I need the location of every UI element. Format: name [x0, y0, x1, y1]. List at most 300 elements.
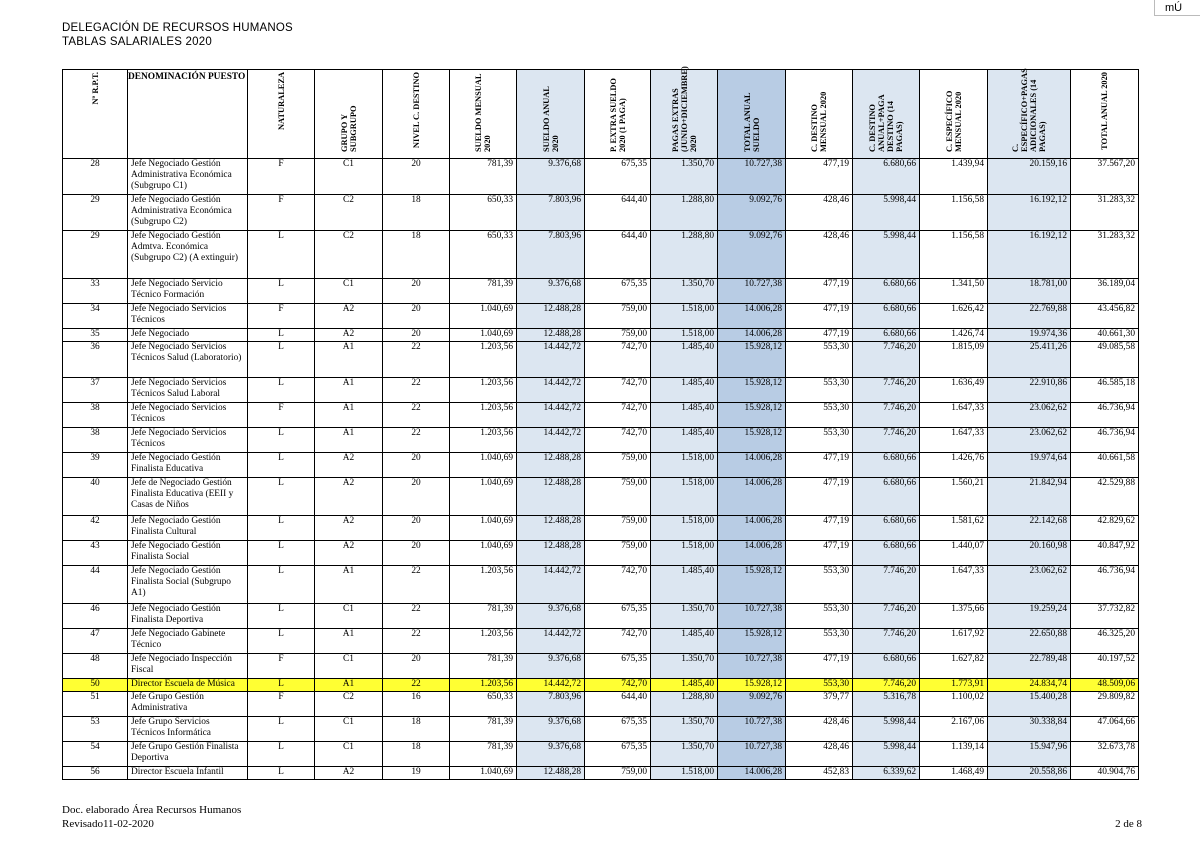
cell-sueldo-anual: 12.488,28: [517, 329, 585, 342]
table-row: [63, 231, 1139, 279]
cell-paga-extra: 675,35: [585, 604, 651, 629]
cell-cdestino-mensual: 477,19: [786, 279, 853, 304]
cell-naturaleza: L: [248, 767, 315, 780]
table-row: [63, 378, 1139, 403]
col-header-cespecifico-anual: C. ESPECÍFICO+PAGAS ADICIONALES (14 PAGAS): [988, 70, 1071, 159]
cell-total-sueldo: 14.006,28: [718, 478, 786, 516]
cell-total-sueldo: 15.928,12: [718, 342, 786, 378]
cell-paga-extra: 759,00: [585, 329, 651, 342]
cell-cespecifico-mensual: 1.617,92: [920, 629, 988, 654]
cell-pagas-extras: 1.485,40: [651, 378, 718, 403]
cell-cdestino-mensual: 428,46: [786, 231, 853, 279]
cell-rpt: 38: [63, 428, 128, 453]
cell-rpt: 28: [63, 159, 128, 195]
cell-naturaleza: F: [248, 654, 315, 679]
cell-paga-extra: 742,70: [585, 428, 651, 453]
cell-rpt: 50: [63, 679, 128, 692]
cell-nivel: 16: [383, 692, 450, 717]
cell-cespecifico-mensual: 1.439,94: [920, 159, 988, 195]
cell-paga-extra: 644,40: [585, 195, 651, 231]
footer-revision: Revisado11-02-2020: [62, 818, 154, 830]
cell-cespecifico-mensual: 1.426,74: [920, 329, 988, 342]
cell-rpt: 29: [63, 231, 128, 279]
cell-cespecifico-anual: 21.842,94: [988, 478, 1071, 516]
cell-naturaleza: F: [248, 159, 315, 195]
cell-total-sueldo: 15.928,12: [718, 403, 786, 428]
table-row: [63, 767, 1139, 780]
table-row: [63, 717, 1139, 742]
cell-total-sueldo: 10.727,38: [718, 604, 786, 629]
cell-grupo: A2: [315, 453, 383, 478]
cell-cespecifico-anual: 24.834,74: [988, 679, 1071, 692]
col-header-total-anual: TOTAL ANUAL 2020: [1071, 70, 1139, 159]
col-header-nivel: NIVEL C. DESTINO: [383, 70, 450, 159]
cell-sueldo-mensual: 1.203,56: [450, 428, 517, 453]
cell-pagas-extras: 1.485,40: [651, 629, 718, 654]
cell-denominacion: Director Escuela Infantil: [128, 767, 248, 780]
cell-pagas-extras: 1.485,40: [651, 679, 718, 692]
cell-denominacion: Jefe Grupo Gestión Finalista Deportiva: [128, 742, 248, 767]
cell-cespecifico-mensual: 1.815,09: [920, 342, 988, 378]
col-header-cespecifico-mensual: C. ESPECÍFICO MENSUAL 2020: [920, 70, 988, 159]
cell-total-anual: 37.567,20: [1071, 159, 1139, 195]
cell-total-anual: 48.509,06: [1071, 679, 1139, 692]
cell-cdestino-mensual: 379,77: [786, 692, 853, 717]
cell-grupo: A1: [315, 629, 383, 654]
cell-pagas-extras: 1.288,80: [651, 231, 718, 279]
cell-nivel: 22: [383, 629, 450, 654]
cell-pagas-extras: 1.518,00: [651, 541, 718, 566]
table-row: [63, 403, 1139, 428]
cell-total-anual: 42.529,88: [1071, 478, 1139, 516]
cell-total-anual: 46.325,20: [1071, 629, 1139, 654]
table-row: [63, 654, 1139, 679]
cell-cdestino-anual: 6.339,62: [853, 767, 920, 780]
cell-denominacion: Jefe de Negociado Gestión Finalista Educativa (EEII y Casas de Niños: [128, 478, 248, 516]
cell-naturaleza: L: [248, 231, 315, 279]
cell-rpt: 36: [63, 342, 128, 378]
cell-cdestino-mensual: 477,19: [786, 541, 853, 566]
cell-denominacion: Jefe Negociado Servicios Técnicos Salud (Laboratorio): [128, 342, 248, 378]
cell-paga-extra: 742,70: [585, 378, 651, 403]
cell-sueldo-mensual: 781,39: [450, 717, 517, 742]
cell-nivel: 20: [383, 329, 450, 342]
cell-grupo: A1: [315, 403, 383, 428]
cell-cespecifico-anual: 18.781,00: [988, 279, 1071, 304]
cell-total-sueldo: 15.928,12: [718, 679, 786, 692]
table-row: [63, 329, 1139, 342]
cell-cdestino-anual: 6.680,66: [853, 478, 920, 516]
col-header-naturaleza: NATURALEZA: [248, 70, 315, 159]
cell-total-sueldo: 14.006,28: [718, 541, 786, 566]
cell-cespecifico-mensual: 1.156,58: [920, 231, 988, 279]
cell-cespecifico-anual: 16.192,12: [988, 195, 1071, 231]
cell-total-anual: 40.661,30: [1071, 329, 1139, 342]
cell-rpt: 53: [63, 717, 128, 742]
cell-sueldo-mensual: 1.040,69: [450, 329, 517, 342]
cell-cespecifico-mensual: 1.468,49: [920, 767, 988, 780]
cell-cespecifico-mensual: 1.139,14: [920, 742, 988, 767]
cell-cespecifico-anual: 20.159,16: [988, 159, 1071, 195]
cell-naturaleza: L: [248, 566, 315, 604]
cell-nivel: 22: [383, 566, 450, 604]
cell-total-anual: 36.189,04: [1071, 279, 1139, 304]
cell-nivel: 20: [383, 279, 450, 304]
cell-cdestino-mensual: 477,19: [786, 159, 853, 195]
cell-total-anual: 40.197,52: [1071, 654, 1139, 679]
cell-grupo: C2: [315, 231, 383, 279]
cell-paga-extra: 742,70: [585, 679, 651, 692]
cell-rpt: 48: [63, 654, 128, 679]
cell-nivel: 20: [383, 654, 450, 679]
cell-nivel: 20: [383, 159, 450, 195]
table-row: [63, 453, 1139, 478]
cell-naturaleza: L: [248, 717, 315, 742]
cell-sueldo-mensual: 1.040,69: [450, 541, 517, 566]
cell-total-sueldo: 10.727,38: [718, 742, 786, 767]
cell-paga-extra: 759,00: [585, 478, 651, 516]
table-row: [63, 742, 1139, 767]
cell-cdestino-mensual: 477,19: [786, 478, 853, 516]
table-row: [63, 478, 1139, 516]
cell-pagas-extras: 1.350,70: [651, 604, 718, 629]
cell-denominacion: Jefe Negociado Servicios Técnicos: [128, 428, 248, 453]
cell-pagas-extras: 1.518,00: [651, 516, 718, 541]
cell-cdestino-anual: 7.746,20: [853, 342, 920, 378]
salary-table: [62, 66, 1139, 780]
cell-total-anual: 40.904,76: [1071, 767, 1139, 780]
cell-grupo: C1: [315, 604, 383, 629]
cell-cespecifico-anual: 23.062,62: [988, 428, 1071, 453]
cell-cespecifico-anual: 22.142,68: [988, 516, 1071, 541]
cell-cdestino-anual: 7.746,20: [853, 378, 920, 403]
cell-cespecifico-mensual: 1.156,58: [920, 195, 988, 231]
cell-pagas-extras: 1.350,70: [651, 717, 718, 742]
cell-grupo: A2: [315, 478, 383, 516]
cell-cdestino-mensual: 553,30: [786, 629, 853, 654]
cell-cespecifico-mensual: 1.627,82: [920, 654, 988, 679]
cell-cdestino-anual: 6.680,66: [853, 159, 920, 195]
cell-nivel: 22: [383, 428, 450, 453]
cell-sueldo-anual: 14.442,72: [517, 428, 585, 453]
cell-naturaleza: L: [248, 604, 315, 629]
col-header-paga-extra: P. EXTRA SUELDO 2020 (1 PAGA): [585, 70, 651, 159]
cell-grupo: A2: [315, 304, 383, 329]
cell-pagas-extras: 1.350,70: [651, 159, 718, 195]
cell-denominacion: Jefe Grupo Servicios Técnicos Informática: [128, 717, 248, 742]
cell-total-anual: 31.283,32: [1071, 231, 1139, 279]
cell-total-sueldo: 15.928,12: [718, 428, 786, 453]
cell-sueldo-anual: 12.488,28: [517, 304, 585, 329]
cell-naturaleza: L: [248, 629, 315, 654]
cell-naturaleza: L: [248, 342, 315, 378]
cell-sueldo-mensual: 650,33: [450, 692, 517, 717]
table-row: [63, 195, 1139, 231]
cell-cespecifico-mensual: 1.375,66: [920, 604, 988, 629]
cell-total-sueldo: 9.092,76: [718, 231, 786, 279]
cell-pagas-extras: 1.350,70: [651, 654, 718, 679]
cell-sueldo-anual: 12.488,28: [517, 453, 585, 478]
cell-sueldo-anual: 14.442,72: [517, 629, 585, 654]
cell-pagas-extras: 1.485,40: [651, 566, 718, 604]
cell-cespecifico-mensual: 2.167,06: [920, 717, 988, 742]
cell-cdestino-mensual: 553,30: [786, 403, 853, 428]
cell-cespecifico-anual: 19.974,64: [988, 453, 1071, 478]
table-row: [63, 566, 1139, 604]
cell-denominacion: Jefe Negociado Gestión Finalista Social: [128, 541, 248, 566]
cell-cespecifico-anual: 25.411,26: [988, 342, 1071, 378]
cell-naturaleza: L: [248, 478, 315, 516]
cell-rpt: 44: [63, 566, 128, 604]
cell-denominacion: Jefe Negociado Gestión Finalista Social (Subgrupo A1): [128, 566, 248, 604]
cell-total-sueldo: 9.092,76: [718, 692, 786, 717]
cell-sueldo-mensual: 1.040,69: [450, 304, 517, 329]
cell-naturaleza: L: [248, 679, 315, 692]
cell-total-anual: 46.736,94: [1071, 566, 1139, 604]
col-header-pagas-extras: PAGAS EXTRAS (JUNIO+DICIEMBRE) 2020: [651, 70, 718, 159]
cell-pagas-extras: 1.518,00: [651, 304, 718, 329]
cell-cdestino-anual: 6.680,66: [853, 654, 920, 679]
cell-nivel: 20: [383, 541, 450, 566]
cell-sueldo-anual: 12.488,28: [517, 478, 585, 516]
cell-total-sueldo: 15.928,12: [718, 566, 786, 604]
cell-denominacion: Jefe Negociado Servicios Técnicos Salud Laboral: [128, 378, 248, 403]
cell-sueldo-mensual: 1.040,69: [450, 767, 517, 780]
cell-sueldo-mensual: 650,33: [450, 231, 517, 279]
cell-denominacion: Jefe Negociado Inspección Fiscal: [128, 654, 248, 679]
cell-denominacion: Director Escuela de Música: [128, 679, 248, 692]
cell-nivel: 22: [383, 378, 450, 403]
cell-denominacion: Jefe Negociado Gabinete Técnico: [128, 629, 248, 654]
cell-total-anual: 47.064,66: [1071, 717, 1139, 742]
table-row: [63, 679, 1139, 692]
cell-cespecifico-mensual: 1.647,33: [920, 428, 988, 453]
cell-pagas-extras: 1.518,00: [651, 478, 718, 516]
cell-cdestino-anual: 7.746,20: [853, 403, 920, 428]
cell-sueldo-mensual: 1.040,69: [450, 478, 517, 516]
cell-sueldo-anual: 12.488,28: [517, 767, 585, 780]
cell-denominacion: Jefe Negociado Gestión Admtva. Económica (Subgrupo C2) (A extinguir): [128, 231, 248, 279]
cell-total-sueldo: 10.727,38: [718, 279, 786, 304]
cell-cdestino-mensual: 477,19: [786, 329, 853, 342]
cell-naturaleza: F: [248, 403, 315, 428]
cell-cespecifico-anual: 23.062,62: [988, 566, 1071, 604]
cell-grupo: A2: [315, 767, 383, 780]
table-row: [63, 428, 1139, 453]
cell-grupo: C1: [315, 279, 383, 304]
cell-naturaleza: L: [248, 516, 315, 541]
cell-cdestino-mensual: 428,46: [786, 717, 853, 742]
cell-naturaleza: L: [248, 428, 315, 453]
cell-grupo: C1: [315, 654, 383, 679]
cell-cdestino-anual: 5.998,44: [853, 717, 920, 742]
table-row: [63, 541, 1139, 566]
cell-pagas-extras: 1.518,00: [651, 767, 718, 780]
table-row: [63, 279, 1139, 304]
col-header-denominacion: DENOMINACIÓN PUESTO: [128, 70, 248, 159]
cell-sueldo-mensual: 650,33: [450, 195, 517, 231]
cell-sueldo-anual: 14.442,72: [517, 378, 585, 403]
cell-grupo: A1: [315, 428, 383, 453]
cell-total-sueldo: 10.727,38: [718, 159, 786, 195]
cell-nivel: 18: [383, 742, 450, 767]
cell-sueldo-mensual: 781,39: [450, 742, 517, 767]
cell-grupo: A2: [315, 516, 383, 541]
cell-nivel: 22: [383, 604, 450, 629]
cell-cespecifico-mensual: 1.581,62: [920, 516, 988, 541]
cell-paga-extra: 675,35: [585, 654, 651, 679]
cell-grupo: A2: [315, 329, 383, 342]
cell-rpt: 34: [63, 304, 128, 329]
cell-cespecifico-anual: 23.062,62: [988, 403, 1071, 428]
cell-rpt: 38: [63, 403, 128, 428]
document-subtitle: TABLAS SALARIALES 2020: [62, 36, 212, 48]
cell-cdestino-anual: 5.316,78: [853, 692, 920, 717]
cell-pagas-extras: 1.350,70: [651, 742, 718, 767]
cell-paga-extra: 644,40: [585, 231, 651, 279]
cell-nivel: 18: [383, 195, 450, 231]
cell-sueldo-anual: 9.376,68: [517, 159, 585, 195]
cell-cespecifico-mensual: 1.773,91: [920, 679, 988, 692]
cell-naturaleza: F: [248, 304, 315, 329]
cell-total-sueldo: 14.006,28: [718, 767, 786, 780]
cell-cdestino-anual: 6.680,66: [853, 541, 920, 566]
cell-cdestino-anual: 5.998,44: [853, 231, 920, 279]
cell-sueldo-mensual: 781,39: [450, 279, 517, 304]
cell-cdestino-anual: 5.998,44: [853, 742, 920, 767]
cell-cdestino-anual: 6.680,66: [853, 304, 920, 329]
cell-paga-extra: 675,35: [585, 279, 651, 304]
cell-total-sueldo: 14.006,28: [718, 329, 786, 342]
cell-sueldo-anual: 9.376,68: [517, 279, 585, 304]
cell-pagas-extras: 1.485,40: [651, 428, 718, 453]
cell-rpt: 35: [63, 329, 128, 342]
cell-sueldo-anual: 14.442,72: [517, 679, 585, 692]
cell-total-sueldo: 10.727,38: [718, 717, 786, 742]
cell-total-anual: 31.283,32: [1071, 195, 1139, 231]
cell-sueldo-mensual: 1.203,56: [450, 403, 517, 428]
cell-denominacion: Jefe Negociado Servicio Técnico Formación: [128, 279, 248, 304]
cell-rpt: 56: [63, 767, 128, 780]
cell-total-sueldo: 10.727,38: [718, 654, 786, 679]
cell-pagas-extras: 1.518,00: [651, 329, 718, 342]
col-header-total-sueldo: TOTAL ANUAL SUELDO: [718, 70, 786, 159]
cell-sueldo-anual: 7.803,96: [517, 692, 585, 717]
cell-nivel: 22: [383, 342, 450, 378]
corner-tab[interactable]: mÚ: [1154, 0, 1200, 16]
cell-rpt: 39: [63, 453, 128, 478]
cell-denominacion: Jefe Grupo Gestión Administrativa: [128, 692, 248, 717]
cell-pagas-extras: 1.485,40: [651, 403, 718, 428]
table-row: [63, 342, 1139, 378]
cell-naturaleza: F: [248, 195, 315, 231]
cell-paga-extra: 759,00: [585, 453, 651, 478]
cell-cdestino-anual: 6.680,66: [853, 453, 920, 478]
cell-sueldo-mensual: 781,39: [450, 604, 517, 629]
cell-total-sueldo: 14.006,28: [718, 304, 786, 329]
cell-cespecifico-anual: 22.769,88: [988, 304, 1071, 329]
cell-cespecifico-anual: 22.910,86: [988, 378, 1071, 403]
cell-grupo: C1: [315, 742, 383, 767]
cell-total-anual: 37.732,82: [1071, 604, 1139, 629]
cell-denominacion: Jefe Negociado Gestión Finalista Cultural: [128, 516, 248, 541]
cell-total-sueldo: 14.006,28: [718, 453, 786, 478]
cell-cdestino-mensual: 428,46: [786, 742, 853, 767]
cell-denominacion: Jefe Negociado: [128, 329, 248, 342]
cell-total-anual: 42.829,62: [1071, 516, 1139, 541]
cell-paga-extra: 759,00: [585, 541, 651, 566]
cell-rpt: 29: [63, 195, 128, 231]
cell-grupo: A1: [315, 679, 383, 692]
cell-naturaleza: F: [248, 692, 315, 717]
cell-naturaleza: L: [248, 279, 315, 304]
table-row: [63, 304, 1139, 329]
cell-paga-extra: 742,70: [585, 566, 651, 604]
col-header-cdestino-anual: C. DESTINO ANUAL+PAGA DESTINO (14 PAGAS): [853, 70, 920, 159]
cell-sueldo-anual: 12.488,28: [517, 516, 585, 541]
cell-sueldo-mensual: 1.203,56: [450, 378, 517, 403]
cell-nivel: 19: [383, 767, 450, 780]
col-header-grupo: GRUPO Y SUBGRUPO: [315, 70, 383, 159]
cell-naturaleza: L: [248, 453, 315, 478]
col-header-cdestino-mensual: C. DESTINO MENSUAL 2020: [786, 70, 853, 159]
cell-cespecifico-mensual: 1.426,76: [920, 453, 988, 478]
cell-cdestino-anual: 7.746,20: [853, 428, 920, 453]
cell-cdestino-mensual: 553,30: [786, 428, 853, 453]
cell-cespecifico-anual: 16.192,12: [988, 231, 1071, 279]
cell-pagas-extras: 1.350,70: [651, 279, 718, 304]
cell-paga-extra: 759,00: [585, 516, 651, 541]
cell-cdestino-mensual: 477,19: [786, 654, 853, 679]
cell-grupo: A1: [315, 566, 383, 604]
cell-cespecifico-anual: 22.650,88: [988, 629, 1071, 654]
cell-pagas-extras: 1.288,80: [651, 692, 718, 717]
cell-grupo: A1: [315, 378, 383, 403]
cell-cdestino-anual: 7.746,20: [853, 629, 920, 654]
cell-cespecifico-anual: 20.558,86: [988, 767, 1071, 780]
cell-paga-extra: 742,70: [585, 342, 651, 378]
cell-cdestino-mensual: 553,30: [786, 378, 853, 403]
cell-total-sueldo: 14.006,28: [718, 516, 786, 541]
col-header-sueldo-mensual: SUELDO MENSUAL 2020: [450, 70, 517, 159]
cell-sueldo-mensual: 1.203,56: [450, 566, 517, 604]
cell-denominacion: Jefe Negociado Servicios Técnicos: [128, 403, 248, 428]
cell-grupo: A1: [315, 342, 383, 378]
table-row: [63, 159, 1139, 195]
cell-cdestino-anual: 6.680,66: [853, 329, 920, 342]
cell-sueldo-anual: 12.488,28: [517, 541, 585, 566]
cell-cdestino-anual: 6.680,66: [853, 516, 920, 541]
cell-paga-extra: 742,70: [585, 629, 651, 654]
cell-total-anual: 40.847,92: [1071, 541, 1139, 566]
cell-denominacion: Jefe Negociado Gestión Finalista Deportiva: [128, 604, 248, 629]
cell-sueldo-anual: 14.442,72: [517, 403, 585, 428]
cell-cespecifico-anual: 15.400,28: [988, 692, 1071, 717]
cell-naturaleza: L: [248, 541, 315, 566]
footer-author: Doc. elaborado Área Recursos Humanos: [62, 804, 242, 816]
cell-sueldo-anual: 9.376,68: [517, 742, 585, 767]
page-number: 2 de 8: [1115, 818, 1142, 830]
cell-nivel: 18: [383, 231, 450, 279]
cell-cdestino-anual: 6.680,66: [853, 279, 920, 304]
cell-total-anual: 46.736,94: [1071, 403, 1139, 428]
cell-nivel: 20: [383, 453, 450, 478]
cell-sueldo-mensual: 1.040,69: [450, 516, 517, 541]
document-title: DELEGACIÓN DE RECURSOS HUMANOS: [62, 22, 293, 34]
cell-paga-extra: 759,00: [585, 304, 651, 329]
cell-nivel: 22: [383, 403, 450, 428]
cell-sueldo-anual: 14.442,72: [517, 342, 585, 378]
